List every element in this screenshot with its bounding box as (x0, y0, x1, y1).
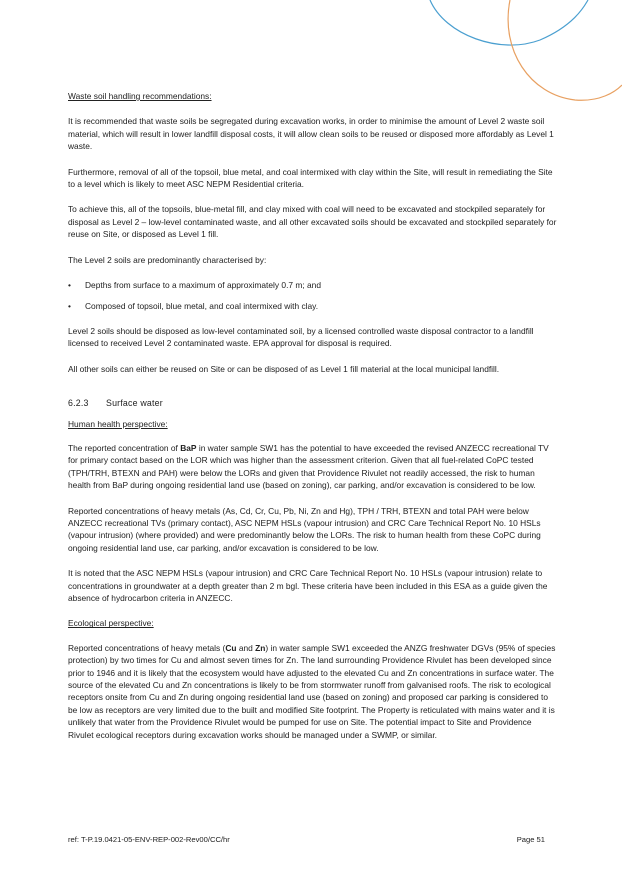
waste-paragraph-4: The Level 2 soils are predominantly characterised by: (68, 254, 267, 265)
waste-paragraph-3: To achieve this, all of the topsoils, blue-metal fill, and clay mixed with coal will need to be excavated and stockpiled separately for disposal as Level 2 – low-level contaminated waste, and all other excavated soils should be excavated and stockpiled separately for reuse on Site, or disposed as Level 1 fill. (68, 204, 557, 240)
list-item: • Composed of topsoil, blue metal, and coal intermixed with clay. (68, 301, 319, 312)
document-body (68, 90, 558, 754)
list-item: • Depths from surface to a maximum of approximately 0.7 m; and (68, 280, 321, 291)
human-paragraph-2: Reported concentrations of heavy metals (As, Cd, Cr, Cu, Pb, Ni, Zn and Hg), TPH / TRH, BTEXN and total PAH were below ANZECC recreational TVs (primary contact), ASC NEPM HSLs (vapour intrusion) and CRC Care Technical Report No. 10 HSLs (vapour intrusion) (where provided) and were predominantly below the LORs. The risk to human health from these CoPC during ongoing residential land use, car parking, and/or excavation is considered to be low. (68, 505, 541, 553)
ecological-heading: Ecological perspective: (68, 618, 154, 629)
human-paragraph-3: It is noted that the ASC NEPM HSLs (vapour intrusion) and CRC Care Technical Report No. 10 HSLs (vapour intrusion) relate to concentrations in groundwater at a depth greater than 2 m bgl. These criteria have been included in this ESA as a guide given the absence of hydrocarbon criteria in ANZECC. (68, 568, 548, 603)
bullet-icon: • (68, 301, 71, 312)
waste-paragraph-1: It is recommended that waste soils be segregated during excavation works, in order to minimise the amount of Level 2 waste soil material, which will result in lower landfill disposal costs, it will allow clean soils to be reused or disposed more affordably as Level 1 waste. (68, 116, 554, 152)
waste-paragraph-5: Level 2 soils should be disposed as low-level contaminated soil, by a licensed controlled waste disposal contractor to a landfill licensed to received Level 2 contaminated waste. EPA approval for disposal is required. (68, 325, 534, 349)
waste-heading: Waste soil handling recommendations: (68, 91, 212, 101)
section-number: 6.2.3 (68, 398, 89, 409)
blue-arc (430, 0, 588, 45)
page-footer (68, 835, 545, 844)
level2-characteristics-list (68, 279, 558, 313)
human-health-heading: Human health perspective: (68, 418, 168, 429)
section-heading (68, 397, 558, 409)
orange-arc (508, 0, 622, 100)
bullet-icon: • (68, 280, 71, 291)
document-reference: ref: T-P.19.0421-05-ENV-REP-002-Rev00/CC/hr (68, 835, 230, 844)
waste-paragraph-2: Furthermore, removal of all of the topsoil, blue metal, and coal intermixed with clay within the Site, will result in remediating the Site to a level which is likely to meet ASC NEPM Residential criteria. (68, 166, 553, 190)
human-paragraph-1: The reported concentration of BaP in water sample SW1 has the potential to have exceeded the revised ANZECC recreational TV for primary contact based on the LOR which was higher than the assessment criterion. Given that all fuel-related CoPC tested (TPH/TRH, BTEXN and PAH) were below the LORs and given that Providence Rivulet not readily accessed, the risk to human health from BaP during ongoing residential land use (based on zoning), car parking, and/or excavation is considered to be low. (68, 442, 549, 491)
section-title: Surface water (106, 398, 163, 409)
page-number: Page 51 (516, 835, 545, 844)
waste-paragraph-6: All other soils can either be reused on Site or can be disposed of as Level 1 fill material at the local municipal landfill. (68, 363, 500, 374)
eco-paragraph-1: Reported concentrations of heavy metals (Cu and Zn) in water sample SW1 exceeded the ANZG freshwater DGVs (95% of species protection) by two times for Cu and almost seven times for Zn. The land surrounding Providence Rivulet has been developed since prior to 1946 and it is likely that the ecosystem would have adjusted to the elevated Cu and Zn concentrations in surface water. The source of the elevated Cu and Zn concentrations is likely to be from stormwater runoff from galvanised roofs. The risk to ecological receptors onsite from Cu and Zn during ongoing residential land use (based on zoning) and proposed car parking is considered to be low as receptors are very limited due to the built and modified Site footprint. The Property is reticulated with mains water and it is unlikely that water from the Providence Rivulet would be pumped for use on Site. The potential impact to Site and Providence Rivulet ecological receptors during excavation works should be managed under a SWMP, or similar. (68, 642, 556, 740)
